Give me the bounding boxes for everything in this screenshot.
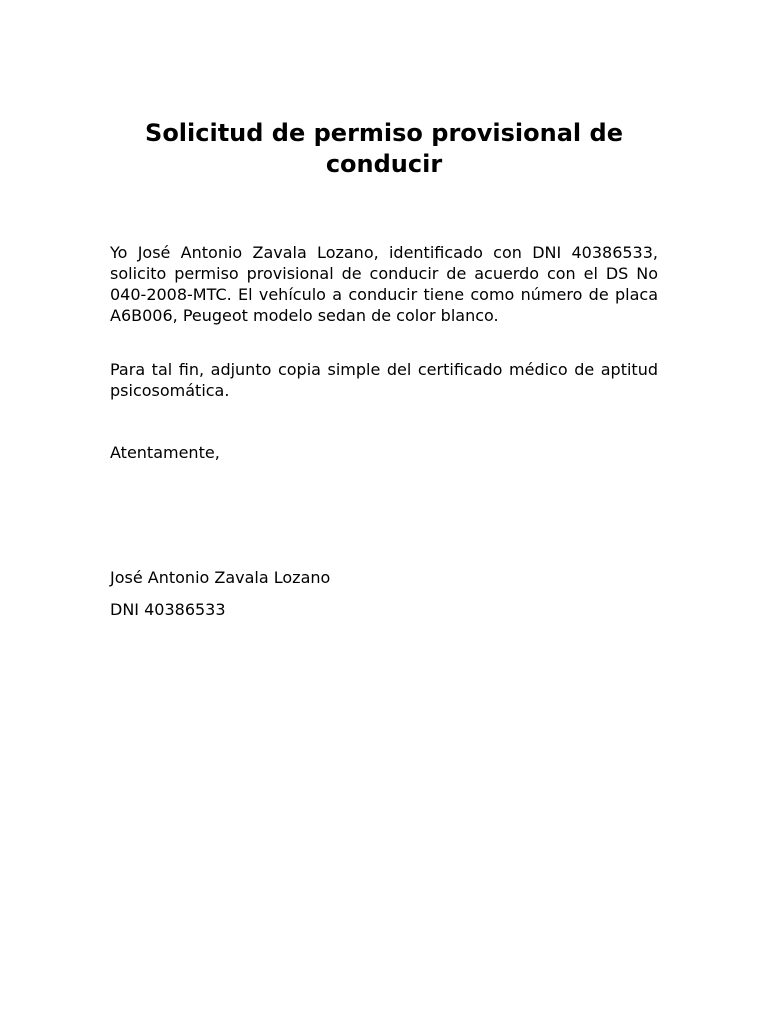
document-title: Solicitud de permiso provisional de conducir [145, 119, 623, 178]
closing-salutation: Atentamente, [110, 443, 220, 462]
signatory-id: DNI 40386533 [110, 600, 226, 619]
signatory-name: José Antonio Zavala Lozano [110, 568, 331, 587]
request-paragraph: Yo José Antonio Zavala Lozano, identificado con DNI 40386533, solicito permiso provisional de conducir de acuerdo con el DS No 040-2008-MTC. El vehículo a conducir tiene como número de placa A6B006, Peugeot modelo sedan de color blanco. [110, 243, 658, 325]
attachment-paragraph: Para tal fin, adjunto copia simple del certificado médico de aptitud psicosomática. [110, 360, 658, 400]
